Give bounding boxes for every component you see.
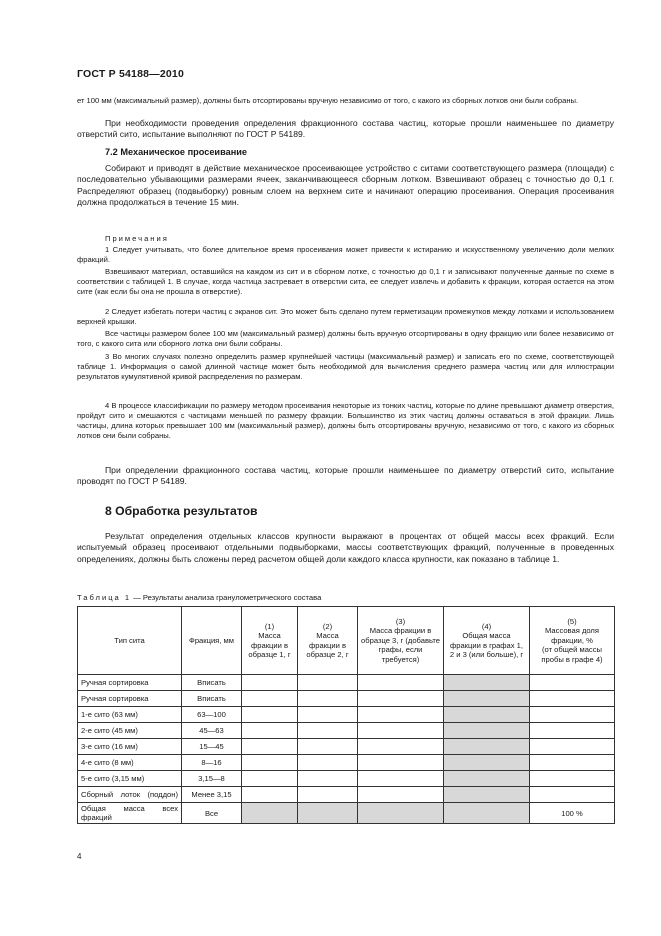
cell-mass-1 [242, 771, 298, 787]
cell-sieve-type: Ручная сортировка [78, 691, 182, 707]
cell-total-mass [444, 803, 530, 824]
cell-total-mass [444, 675, 530, 691]
cell-sieve-type: 1-е сито (63 мм) [78, 707, 182, 723]
cell-fraction: Менее 3,15 [182, 787, 242, 803]
cell-mass-2 [298, 723, 358, 739]
cell-mass-1 [242, 675, 298, 691]
cell-mass-1 [242, 723, 298, 739]
col-header-mass-3: (3) Масса фракции в образце 3, г (добавьте графы, если требуется) [358, 607, 444, 675]
cell-sieve-type: Общая масса всех фракций [78, 803, 182, 824]
table-row [78, 739, 615, 755]
cell-sieve-type: 3-е сито (16 мм) [78, 739, 182, 755]
cell-total-mass [444, 691, 530, 707]
cell-mass-3 [358, 803, 444, 824]
paragraph-continuation: ет 100 мм (максимальный размер), должны быть отсортированы вручную независимо от того, с какого из сборных лотков они были собраны. [77, 96, 579, 105]
cell-mass-3 [358, 691, 444, 707]
cell-fraction: 8—16 [182, 755, 242, 771]
cell-fraction: 15—45 [182, 739, 242, 755]
cell-mass-share [530, 691, 615, 707]
cell-sieve-type: Сборный лоток (поддон) [78, 787, 182, 803]
cell-total-mass [444, 707, 530, 723]
table-row [78, 787, 615, 803]
page-number: 4 [77, 852, 82, 861]
col-header-mass-1: (1) Масса фракции в образце 1, г [242, 607, 298, 675]
paragraph-mechanical: Собирают и приводят в действие механическое просеивающее устройство с ситами соответствующего размера (площади) с последовательно убывающими размерами ячеек, заканчивающееся сборным лотком. Взвешивают образец с точностью до 0,1 г. Распределяют образец (подвыборку) ровным слоем на верхнем сите и начинают операцию просеивания. Операция просеивания должна продолжаться в течение 15 мин. [77, 163, 614, 208]
table-caption [77, 593, 321, 602]
table-row [78, 675, 615, 691]
cell-total-mass [444, 739, 530, 755]
cell-mass-1 [242, 707, 298, 723]
col-header-fraction: Фракция, мм [182, 607, 242, 675]
cell-mass-1 [242, 739, 298, 755]
paragraph-sieve-note: При необходимости проведения определения фракционного состава частиц, которые прошли наименьшее по диаметру отверстий сито, испытание выполняют по ГОСТ Р 54189. [77, 118, 614, 140]
cell-sieve-type: 4-е сито (8 мм) [78, 755, 182, 771]
cell-mass-2 [298, 675, 358, 691]
cell-mass-3 [358, 707, 444, 723]
cell-mass-2 [298, 739, 358, 755]
cell-mass-1 [242, 755, 298, 771]
cell-mass-2 [298, 707, 358, 723]
document-header: ГОСТ Р 54188—2010 [77, 68, 185, 80]
note-1-continuation: Взвешивают материал, оставшийся на каждом из сит и в сборном лотке, с точностью до 0,1 г и записывают полученные данные по схеме в соответствии с таблицей 1. В случае, когда частица застревает в отверстии сита, ее следует извлечь и добавить к фракции, которая остается на этом сите (как если бы она не прошла в отверстие). [77, 267, 614, 296]
cell-fraction: Все [182, 803, 242, 824]
table-caption-title: — Результаты анализа гранулометрического состава [131, 593, 322, 602]
table-row [78, 771, 615, 787]
cell-mass-2 [298, 803, 358, 824]
notes-heading: Примечания [105, 234, 169, 243]
note-4: 4 В процессе классификации по размеру методом просеивания некоторые из тонких частиц, которые по длине превышают диаметр отверстия, пройдут сито и смешаются с частицами меньшей по размеру фракции. Большинство из этих частиц должны оставаться в этой фракции. Лишь частицы, длина которых превышает 100 мм (максимальный размер), должны быть отсортированы вручную, независимо от того, с какого из сборных лотков они были собраны. [77, 401, 614, 440]
cell-mass-2 [298, 771, 358, 787]
results-table [77, 606, 615, 824]
cell-sieve-type: 2-е сито (45 мм) [78, 723, 182, 739]
cell-total-mass [444, 771, 530, 787]
cell-fraction: Вписать [182, 675, 242, 691]
cell-mass-2 [298, 755, 358, 771]
table-body [78, 675, 615, 824]
table-row [78, 691, 615, 707]
cell-sieve-type: 5-е сито (3,15 мм) [78, 771, 182, 787]
col-header-total-mass: (4) Общая масса фракции в графах 1, 2 и 3 (или больше), г [444, 607, 530, 675]
note-1: 1 Следует учитывать, что более длительное время просеивания может привести к истиранию и искусственному увеличению доли мелких фракций. [77, 245, 614, 264]
note-2: 2 Следует избегать потери частиц с экранов сит. Это может быть сделано путем герметизации промежутков между лотками и использованием верхней крышки. [77, 307, 614, 326]
cell-mass-2 [298, 691, 358, 707]
note-3: 3 Во многих случаях полезно определить размер крупнейшей частицы (максимальный размер) и записать его по схеме, соответствующей таблице 1. Информация о самой длинной частице может быть необходимой для вычисления среднего размера частиц или для иллюстрации результатов кумулятивной кривой распределения по размерам. [77, 352, 614, 381]
cell-mass-1 [242, 787, 298, 803]
cell-sieve-type: Ручная сортировка [78, 675, 182, 691]
cell-mass-share [530, 739, 615, 755]
cell-fraction: 45—63 [182, 723, 242, 739]
cell-mass-3 [358, 723, 444, 739]
cell-mass-3 [358, 787, 444, 803]
col-header-mass-share: (5) Массовая доля фракции, % (от общей массы пробы в графе 4) [530, 607, 615, 675]
cell-mass-3 [358, 771, 444, 787]
cell-mass-share [530, 771, 615, 787]
table-row [78, 755, 615, 771]
cell-mass-2 [298, 787, 358, 803]
cell-mass-share [530, 723, 615, 739]
table-row [78, 723, 615, 739]
cell-fraction: 3,15—8 [182, 771, 242, 787]
cell-mass-3 [358, 675, 444, 691]
cell-mass-share: 100 % [530, 803, 615, 824]
cell-mass-share [530, 675, 615, 691]
cell-mass-share [530, 787, 615, 803]
table-header-row [78, 607, 615, 675]
col-header-sieve-type: Тип сита [78, 607, 182, 675]
table-caption-label: Таблица 1 [77, 593, 132, 602]
paragraph-final: При определении фракционного состава частиц, которые прошли наименьшее по диаметру отверстий сито, испытание проводят по ГОСТ Р 54189. [77, 465, 614, 487]
cell-mass-3 [358, 739, 444, 755]
table-row [78, 803, 615, 824]
section-7-2-heading: 7.2 Механическое просеивание [105, 147, 248, 157]
note-2-continuation: Все частицы размером более 100 мм (максимальный размер) должны быть вручную отсортированы в одну фракцию или более независимо от того, с какого сита или сборного лотка они были собраны. [77, 329, 614, 348]
paragraph-results: Результат определения отдельных классов крупности выражают в процентах от общей массы всех фракций. Если испытуемый образец просеивают отдельными подвыборками, массы соответствующих фракций, полученные в проведенных определениях, должны быть сложены перед расчетом общей доли каждого класса крупности, как показано в таблице 1. [77, 531, 614, 564]
cell-mass-3 [358, 755, 444, 771]
cell-mass-share [530, 755, 615, 771]
cell-fraction: Вписать [182, 691, 242, 707]
cell-mass-1 [242, 803, 298, 824]
cell-mass-1 [242, 691, 298, 707]
cell-total-mass [444, 787, 530, 803]
col-header-mass-2: (2) Масса фракции в образце 2, г [298, 607, 358, 675]
cell-total-mass [444, 723, 530, 739]
cell-total-mass [444, 755, 530, 771]
cell-mass-share [530, 707, 615, 723]
table-row [78, 707, 615, 723]
cell-fraction: 63—100 [182, 707, 242, 723]
section-8-heading: 8 Обработка результатов [105, 504, 258, 518]
